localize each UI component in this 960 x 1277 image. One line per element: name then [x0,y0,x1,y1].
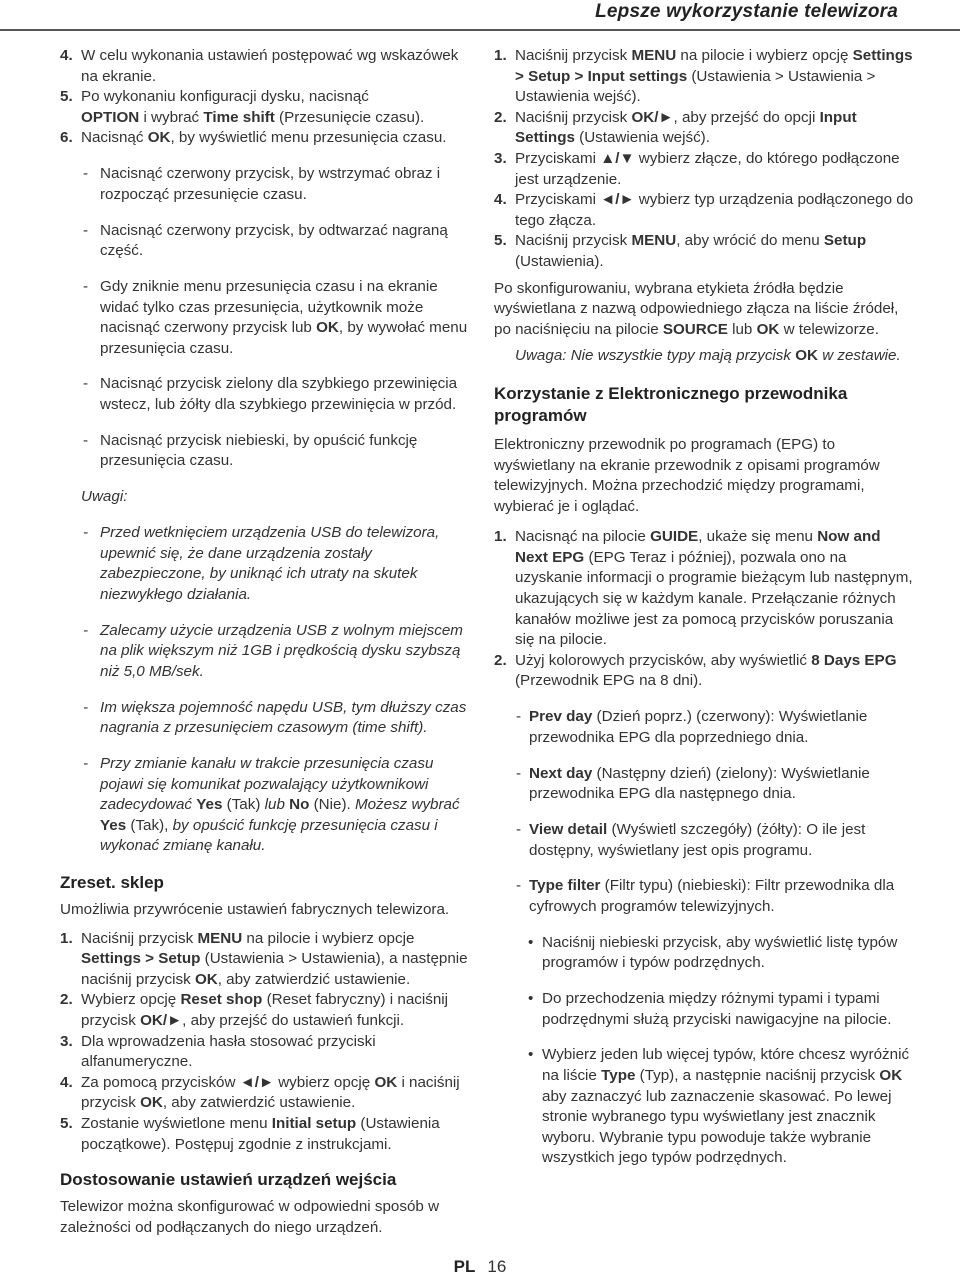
step-text: i wybrać [139,108,204,126]
bold-term: GUIDE [650,528,699,546]
bold-term: Initial setup [271,1115,357,1132]
step-text: , aby przejść do ustawień funkcji. [182,1012,405,1030]
bold-term: ◄/► [239,1073,274,1091]
bold-term: Time shift [203,108,275,126]
sub-step: - Nacisnąć czerwony przycisk, by odtwarzać nagraną część. [81,221,472,262]
step-number: 1. [494,47,507,64]
step-number: 1. [494,528,507,546]
sub-step: - Nacisnąć przycisk zielony dla szybkiego przewinięcia wstecz, lub żółty dla szybkiego przewinięcia w przód. [81,374,472,415]
step-text: (Ustawienia > Ustawienia > Ustawienia wejść). [515,67,876,106]
epg-option-view-detail [515,820,914,861]
left-column [60,46,472,1238]
epg-intro: Elektroniczny przewodnik po programach (EPG) to wyświetlany na ekranie przewodnik z opisami programów telewizyjnych. Można przechodzić między programami, wybierać je i oglądać. [494,435,880,515]
step-text: (Ustawienia początkowe). Postępuj zgodnie z instrukcjami. [81,1115,440,1153]
bold-term: Type filter [529,877,601,895]
note-text: Możesz wybrać [354,796,460,814]
type-filter-bullet: • Do przechodzenia między różnymi typami i typami podrzędnymi służą przyciski nawigacyjne na pilocie. [528,989,914,1030]
step-number: 6. [60,129,73,147]
step-text: Dla wprowadzenia hasła stosować przyciski alfanumeryczne. [81,1032,376,1071]
step-number: 1. [60,929,73,947]
step-text: wybierz złącze, do którego podłączone jest urządzenie. [515,149,900,188]
header-rule [0,29,960,31]
note-text: (Tak) [222,796,265,814]
input-step-3 [494,149,914,190]
option-text: (Filtr typu) (niebieski): Filtr przewodnika dla cyfrowych programów telewizyjnych. [529,877,895,915]
reset-step-5 [60,1114,472,1155]
bold-term: MENU [631,232,677,250]
bold-term: OPTION [81,108,140,126]
step-number: 3. [494,149,507,167]
note: - Zalecamy użycie urządzenia USB z wolnym miejscem na plik większym niż 1GB i prędkością dysku szybszą niż 5,0 MB/sek. [81,621,472,683]
bold-term: OK [795,347,818,365]
sub-step: - Nacisnąć przycisk niebieski, by opuścić funkcję przesunięcia czasu. [81,431,472,472]
step-text: wybierz typ urządzenia podłączonego do tego złącza. [515,191,914,229]
input-step-4 [494,190,914,231]
bold-term: Yes [100,816,127,834]
sub-step-text: , by wywołać menu przesunięcia czasu. [100,319,468,357]
step-number: 5. [60,88,73,106]
step-number: 2. [494,651,507,669]
step-text: Nacisnąć [81,129,148,147]
input-step-5 [494,231,914,272]
step-text: Przyciskami [515,149,601,167]
page-header [0,0,960,32]
step-text: , aby zatwierdzić ustawienie. [217,970,411,988]
right-column [494,46,914,1184]
step-text: Przyciskami [515,191,601,209]
step-6 [60,128,472,149]
note-text: w zestawie. [817,347,901,365]
step-text: , ukaże się menu [698,528,818,546]
reset-step-3 [60,1032,472,1073]
input-intro: Telewizor można skonfigurować w odpowiedni sposób w zależności od podłączanych do niego urządzeń. [60,1198,440,1236]
bold-term: Settings > Setup > Input settings [515,47,913,85]
bold-term: Settings > Setup [81,950,201,968]
note [81,754,472,857]
note-text: (Tak), [126,816,173,834]
bold-term: 8 Days EPG [811,651,897,669]
reset-intro: Umożliwia przywrócenie ustawień fabrycznych telewizora. [60,901,450,919]
step-text: Naciśnij przycisk [81,929,198,947]
source-paragraph [494,279,914,341]
note: - Im większa pojemność napędu USB, tym dłuższy czas nagrania z przesunięciem czasowym (time shift). [81,698,472,739]
bold-term: View detail [529,820,608,838]
epg-step-1 [494,527,914,651]
step-text: (Przesunięcie czasu). [274,108,425,126]
note-text: (Nie). [309,796,355,814]
header-title: Lepsze wykorzystanie telewizora [595,1,898,22]
epg-option-next-day [515,764,914,805]
step-4 [60,46,472,87]
option-text: (Dzień poprz.) (czerwony): Wyświetlanie przewodnika EPG dla poprzedniego dnia. [529,708,868,746]
step-number: 4. [494,191,507,209]
bold-term: Next day [529,764,593,782]
bullet-text: (Typ), a następnie naciśnij przycisk [635,1067,880,1085]
bold-term: OK [140,1094,163,1112]
bold-term: SOURCE [662,320,728,338]
step-text: (Ustawienia). [515,252,604,270]
type-filter-bullet: • Naciśnij niebieski przycisk, aby wyświetlić listę typów programów i typów podrzędnych. [528,933,914,974]
bold-term: Type [601,1067,636,1085]
step-text: Naciśnij przycisk [515,47,632,64]
note-text: lub [264,796,285,814]
page-number: 16 [487,1257,507,1276]
bold-term: No [284,796,310,814]
step-number: 3. [60,1032,73,1050]
step-text: (Przewodnik EPG na 8 dni). [515,672,703,690]
bold-term: OK [879,1067,903,1085]
step-text: , aby zatwierdzić ustawienie. [162,1094,356,1112]
bold-term: Yes [196,796,223,814]
step-number: 5. [60,1115,73,1132]
step-text: Zostanie wyświetlone menu [81,1115,272,1132]
bold-term: OK [756,320,780,338]
step-text: Naciśnij przycisk [515,108,632,126]
step-text: wybierz opcję [273,1073,375,1091]
epg-option-prev-day [515,707,914,748]
option-text: (Wyświetl szczegóły) (żółty): O ile jest dostępny, wyświetlany jest opis programu. [529,820,866,859]
sub-step [81,277,472,359]
step-text: Za pomocą przycisków [81,1073,240,1091]
reset-step-1 [60,929,472,991]
step-number: 5. [494,232,507,250]
step-text: Użyj kolorowych przycisków, aby wyświetlić [515,651,812,669]
epg-step-2 [494,651,914,692]
bullet-text: Wybierz jeden lub więcej typów, które chcesz wyróżnić na liście [542,1046,910,1085]
bold-term: Setup [823,232,867,250]
note-text: Uwaga: Nie wszystkie typy mają przycisk [515,347,796,365]
language-code: PL [453,1257,476,1276]
section-heading-epg: Korzystanie z Elektronicznego przewodnika programów [494,383,848,425]
step-text: (Ustawienia wejść). [574,129,710,147]
paragraph-text: Po skonfigurowaniu, wybrana etykieta źródła będzie wyświetlana z nazwą odpowiedniego złącza na liście źródeł, po naciśnięciu na pilocie [494,279,899,338]
step-number: 4. [60,47,73,64]
step-5 [60,87,472,128]
section-heading-reset: Zreset. sklep [60,873,164,893]
bold-term: Reset shop [180,991,263,1009]
step-text: Wybierz opcję [81,991,181,1009]
reset-step-2 [60,990,472,1031]
note: - Przed wetknięciem urządzenia USB do telewizora, upewnić się, że dane urządzenia zostały zabezpieczone, by uniknąć ich utraty na skutek niezwykłego działania. [81,523,472,605]
bold-term: ▲/▼ [600,149,635,167]
step-text: Po wykonaniu konfiguracji dysku, nacisnąć [81,88,369,106]
bold-term: OK [316,319,339,337]
step-text: (EPG Teraz i później), pozwala ono na uzyskanie informacji o programie bieżącym lub następnym, ukazujących się w każdym kanale. Przełączanie różnych kanałów możliwe jest za pomocą przycisków poruszania się na pilocie. [515,548,913,649]
type-filter-bullet [528,1045,914,1169]
input-step-2 [494,108,914,149]
page-footer [0,1257,960,1277]
bold-term: OK/► [140,1012,183,1030]
bold-term: Input Settings [515,108,857,147]
bold-term: MENU [631,47,677,64]
step-text: , by wyświetlić menu przesunięcia czasu. [170,129,447,147]
bold-term: ◄/► [600,191,635,209]
step-text: i naciśnij przycisk [81,1073,460,1112]
input-step-1 [494,46,914,108]
bold-term: OK [194,970,218,988]
bold-term: OK [374,1073,398,1091]
epg-option-type-filter [515,876,914,917]
bullet-text: aby zaznaczyć lub zaznaczenie skasować. Po lewej stronie wybranego typu wyświetlany jest znacznik wyboru. Wybranie typu powoduje także wybranie wszystkich jego typów podrzędnych. [542,1087,892,1167]
step-text: W celu wykonania ustawień postępować wg wskazówek na ekranie. [81,47,459,85]
step-number: 2. [60,991,73,1009]
step-text: (Reset fabryczny) i naciśnij przycisk [81,991,449,1030]
bold-term: OK/► [631,108,674,126]
step-text: Naciśnij przycisk [515,232,632,250]
step-text: , aby wrócić do menu [676,232,824,250]
bold-term: Now and Next EPG [515,528,881,566]
sub-step: - Nacisnąć czerwony przycisk, by wstrzymać obraz i rozpocząć przesunięcie czasu. [81,164,472,205]
paragraph-text: w telewizorze. [779,320,879,338]
notes-label: Uwagi: [81,488,128,506]
step-text: Nacisnąć na pilocie [515,528,651,546]
note-text: by opuścić funkcję przesunięcia czasu i wykonać zmianę kanału. [100,816,438,855]
section-heading-input: Dostosowanie ustawień urządzeń wejścia [60,1170,397,1190]
step-text: (Ustawienia > Ustawienia), a następnie naciśnij przycisk [81,950,468,988]
reset-step-4 [60,1073,472,1114]
step-text: , aby przejść do opcji [673,108,820,126]
paragraph-text: lub [727,320,757,338]
step-text: na pilocie i wybierz opcję [676,47,853,64]
step-text: na pilocie i wybierz opcje [242,929,415,947]
sub-step-text: Gdy zniknie menu przesunięcia czasu i na ekranie widać tylko czas przesunięcia, użytkownik może nacisnąć czerwony przycisk lub [100,277,438,337]
option-text: (Następny dzień) (zielony): Wyświetlanie przewodnika EPG dla następnego dnia. [529,764,870,803]
step-number: 4. [60,1073,73,1091]
bold-term: MENU [197,929,243,947]
input-note [494,346,914,367]
bold-term: Prev day [529,708,593,726]
step-number: 2. [494,108,507,126]
bold-term: OK [147,129,171,147]
note-text: Przy zmianie kanału w trakcie przesunięcia czasu pojawi się komunikat pozwalający użytkownikowi zadecydować [100,754,434,814]
